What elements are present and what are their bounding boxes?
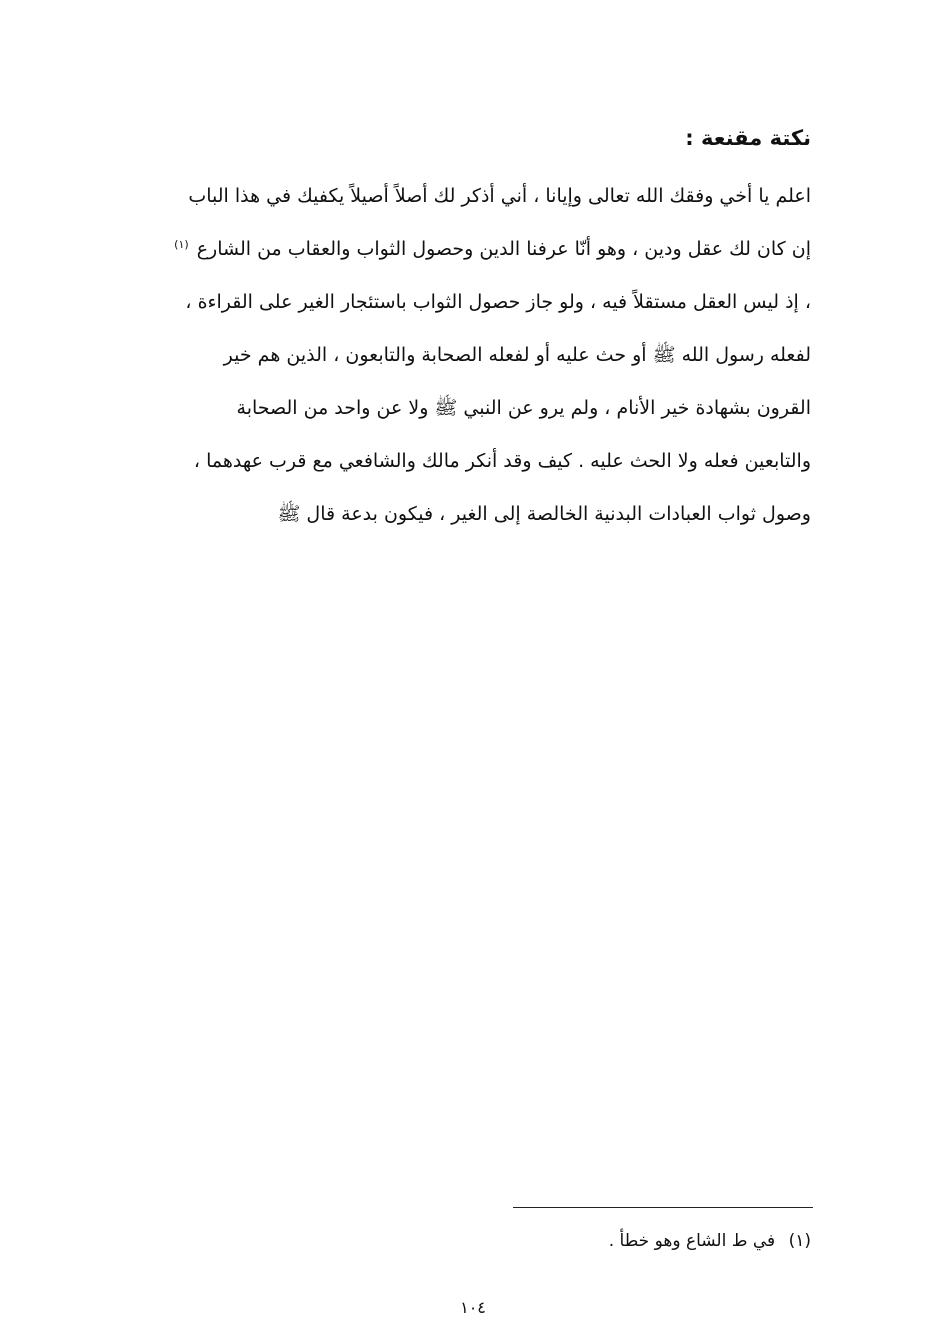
text-line-1-content: اعلم يا أخي وفقك الله تعالى وإيانا ، أني أذكر لك أصلاً أصيلاً يكفيك في هذا الباب xyxy=(188,185,811,207)
footnote-reference[interactable]: (١) xyxy=(174,237,189,251)
footnote-number: (١) xyxy=(788,1231,811,1251)
body-paragraph xyxy=(131,170,811,541)
section-heading: نكتة مقنعة : xyxy=(685,126,811,150)
text-line-1 xyxy=(131,170,811,223)
footnote-text: في ط الشاع وهو خطأ . xyxy=(608,1231,776,1251)
footnote-divider xyxy=(513,1207,813,1208)
text-line-5-content: القرون بشهادة خير الأنام ، ولم يرو عن النبي ﷺ ولا عن واحد من الصحابة xyxy=(236,397,811,419)
text-line-2-content: إن كان لك عقل ودين ، وهو أنّا عرفنا الدين وحصول الثواب والعقاب من الشارع xyxy=(196,238,811,260)
text-line-4-content: لفعله رسول الله ﷺ أو حث عليه أو لفعله الصحابة والتابعون ، الذين هم خير xyxy=(223,344,811,366)
text-line-6-content: والتابعين فعله ولا الحث عليه . كيف وقد أنكر مالك والشافعي مع قرب عهدهما ، xyxy=(193,450,811,472)
text-line-6 xyxy=(131,435,811,488)
text-line-2 xyxy=(131,223,811,276)
text-line-4 xyxy=(131,329,811,382)
page-number: ١٠٤ xyxy=(460,1298,486,1317)
text-line-7 xyxy=(131,488,811,541)
text-line-5 xyxy=(131,382,811,435)
text-line-7-content: وصول ثواب العبادات البدنية الخالصة إلى الغير ، فيكون بدعة قال ﷺ xyxy=(277,503,811,525)
footnote xyxy=(609,1226,811,1256)
text-line-3-content: ، إذ ليس العقل مستقلاً فيه ، ولو جاز حصول الثواب باستئجار الغير على القراءة ، xyxy=(185,291,811,313)
text-line-3 xyxy=(131,276,811,329)
